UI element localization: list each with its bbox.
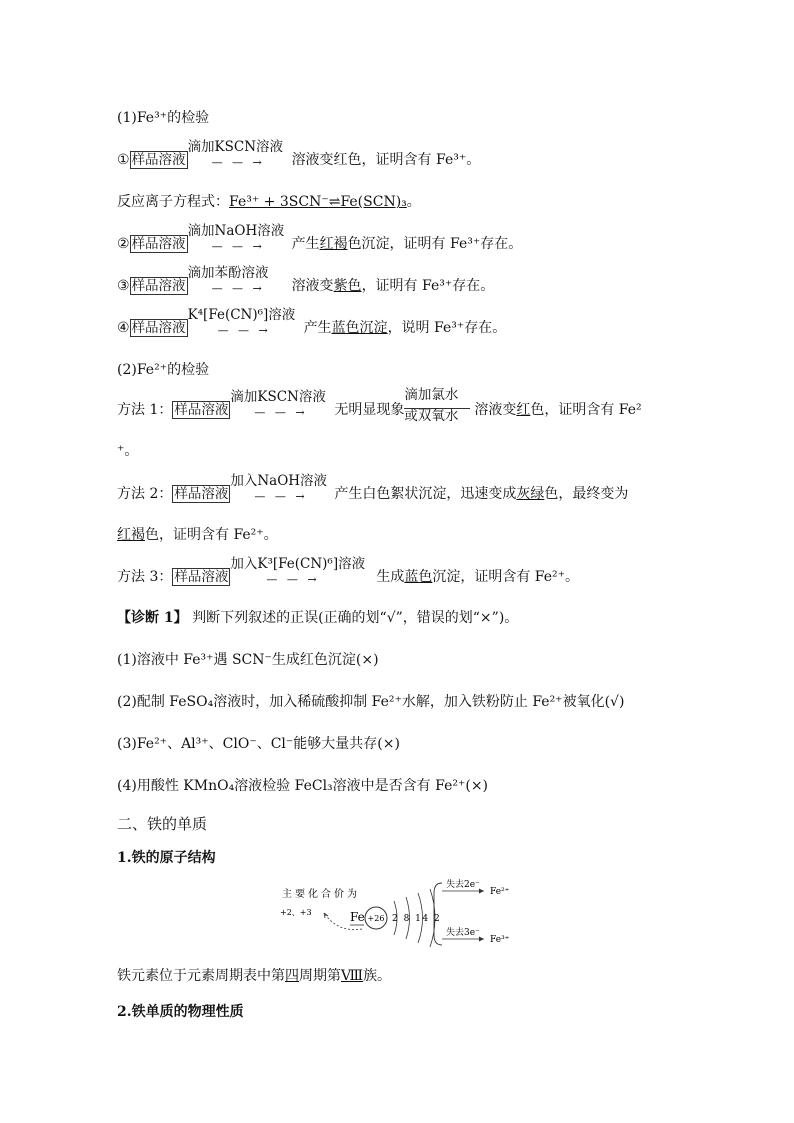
reagent-label: 滴加KSCN溶液	[187, 139, 284, 155]
result-text: 产生	[303, 320, 332, 336]
lose-3-electrons: 失去3e⁻	[446, 928, 480, 938]
method-label: 方法 3：	[117, 569, 173, 585]
diagnosis-instruction: 判断下列叙述的正误(正确的划“√”，错误的划“×”)。	[187, 610, 519, 626]
result-text: 溶液变	[291, 278, 334, 294]
method-number: ③	[117, 278, 130, 294]
fe2-method-2-wrap	[117, 525, 278, 545]
position-text: 铁元素位于元素周期表中第	[117, 968, 285, 984]
intermediate-result: 无明显现象	[334, 402, 405, 418]
fe2-method-3	[117, 556, 580, 587]
subsection-atom-structure: 1.铁的原子结构	[117, 850, 216, 866]
reaction-arrow: K⁴[Fe(CN)⁶]溶液 — — →	[187, 307, 296, 337]
fe3-method-3	[117, 265, 495, 296]
result-text: 溶液变红色，证明含有 Fe³⁺。	[291, 152, 481, 168]
fe2-method-1	[117, 387, 642, 424]
reaction-arrow: 滴加KSCN溶液 — — →	[230, 389, 326, 419]
result-text-end: 色，证明含有 Fe²	[530, 402, 642, 418]
fe3-ion: Fe³⁺	[490, 935, 510, 945]
answer-underline: 蓝色	[404, 569, 433, 585]
reagent-label: 加入NaOH溶液	[230, 473, 328, 489]
reaction-arrow: 滴加KSCN溶液 — — →	[187, 139, 284, 169]
result-text: 溶液变	[474, 402, 517, 418]
element-symbol: Fe	[350, 910, 365, 924]
result-text-end: 色，证明含有 Fe²⁺。	[145, 527, 278, 543]
reagent-label: 加入K³[Fe(CN)⁶]溶液	[230, 556, 366, 572]
sample-box: 样品溶液	[131, 236, 186, 252]
method-label: 方法 2：	[117, 486, 173, 502]
valence-label: 主要化合价为	[282, 889, 360, 900]
equation-condition: ⇌	[328, 194, 341, 210]
diagnosis-title: 【诊断 1】	[117, 610, 188, 626]
fe3-heading: (1)Fe³⁺的检验	[117, 110, 210, 126]
ionic-equation	[117, 192, 421, 212]
diagnosis-1-header	[117, 608, 518, 628]
answer-underline: 红	[516, 402, 531, 418]
sample-box: 样品溶液	[174, 486, 229, 502]
reaction-arrow: 加入NaOH溶液 — — →	[230, 473, 328, 503]
reagent-label-alt: 或双氧水	[404, 408, 459, 424]
reagent-label: 滴加苯酚溶液	[187, 265, 269, 281]
atom-structure-diagram	[272, 873, 532, 953]
reagent-label: K⁴[Fe(CN)⁶]溶液	[187, 307, 296, 323]
lose-2-electrons: 失去2e⁻	[446, 880, 480, 890]
nucleus-charge: +26	[367, 914, 385, 923]
diagnosis-item-4: (4)用酸性 KMnO₄溶液检验 FeCl₃溶液中是否含有 Fe²⁺(×)	[117, 778, 489, 794]
result-text-end: ，说明 Fe³⁺存在。	[387, 320, 507, 336]
position-text-end: 族。	[363, 968, 392, 984]
equation-lhs: Fe³⁺ + 3SCN⁻	[229, 194, 329, 210]
fe3-method-4	[117, 307, 507, 338]
reaction-arrow-2	[404, 387, 474, 424]
reaction-arrow: 滴加NaOH溶液 — — →	[187, 223, 285, 253]
answer-underline: 紫色	[333, 278, 362, 294]
result-text: 产生白色絮状沉淀，	[334, 486, 461, 502]
equation-label: 反应离子方程式：	[117, 194, 229, 210]
equation-end: 。	[406, 194, 421, 210]
fe2-ion: Fe²⁺	[490, 887, 510, 897]
answer-underline: 红褐	[117, 527, 145, 543]
reaction-arrow: 加入K³[Fe(CN)⁶]溶液 — — →	[230, 556, 366, 586]
fe2-heading: (2)Fe²⁺的检验	[117, 362, 210, 378]
answer-underline: 蓝色沉淀	[331, 320, 388, 336]
position-text: 周期第	[299, 968, 341, 984]
periodic-position	[117, 966, 391, 986]
answer-underline: 四	[285, 968, 299, 984]
method-number: ②	[117, 236, 130, 252]
sample-box: 样品溶液	[174, 569, 229, 585]
answer-underline: 红褐	[319, 236, 348, 252]
reagent-label: 滴加NaOH溶液	[187, 223, 285, 239]
answer-underline: 灰绿	[516, 486, 545, 502]
fe2-method-2	[117, 473, 629, 504]
answer-underline: Ⅷ	[341, 968, 364, 984]
sample-box: 样品溶液	[131, 320, 186, 336]
equation-rhs: Fe(SCN)₃	[340, 194, 407, 210]
result-text: 产生	[291, 236, 320, 252]
subsection-physical-properties: 2.铁单质的物理性质	[117, 1004, 244, 1020]
fe3-method-1	[117, 139, 481, 170]
diagnosis-item-1: (1)溶液中 Fe³⁺遇 SCN⁻生成红色沉淀(×)	[117, 652, 379, 668]
fe2-method-1-wrap: ⁺。	[117, 443, 139, 459]
reagent-label: 滴加KSCN溶液	[230, 389, 326, 405]
fe3-method-2	[117, 223, 523, 254]
sample-box: 样品溶液	[131, 152, 186, 168]
diagnosis-item-3: (3)Fe²⁺、Al³⁺、ClO⁻、Cl⁻能够大量共存(×)	[117, 736, 400, 752]
sample-box: 样品溶液	[174, 402, 229, 418]
reagent-label: 滴加氯水	[404, 387, 459, 403]
diagnosis-item-2: (2)配制 FeSO₄溶液时，加入稀硫酸抑制 Fe²⁺水解，加入铁粉防止 Fe²⁺被氧化(√)	[117, 694, 625, 710]
valence-values: +2、+3	[280, 908, 312, 917]
result-text-end: ，证明有 Fe³⁺存在。	[361, 278, 495, 294]
result-text: 生成	[376, 569, 405, 585]
reaction-arrow: 滴加苯酚溶液 — — →	[187, 265, 269, 295]
electron-shells: 2 8 14 2	[392, 914, 442, 924]
result-text-end: 色，最终变为	[544, 486, 629, 502]
method-number: ④	[117, 320, 130, 336]
result-text: 迅速变成	[460, 486, 517, 502]
section-heading: 二、铁的单质	[117, 815, 208, 833]
method-number: ①	[117, 152, 130, 168]
method-label: 方法 1：	[117, 402, 173, 418]
result-text-end: 色沉淀，证明有 Fe³⁺存在。	[347, 236, 523, 252]
result-text-end: 沉淀，证明含有 Fe²⁺。	[432, 569, 580, 585]
sample-box: 样品溶液	[131, 278, 186, 294]
